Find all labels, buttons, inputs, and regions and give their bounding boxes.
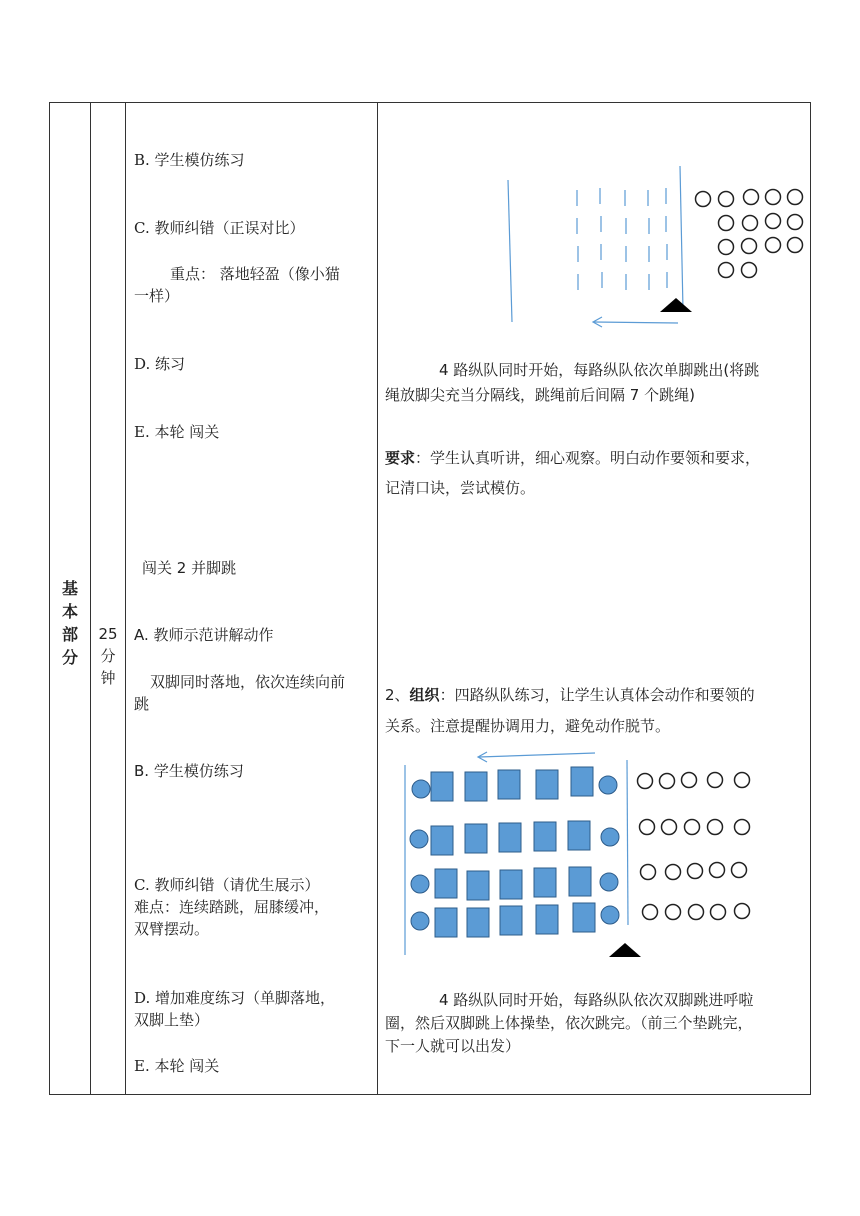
formation-description-2: 4 路纵队同时开始，每路纵队依次双脚跳进呼啦 圈，然后双脚跳上体操垫，依次跳完。（前三个垫跳完， 下一人就可以出发） <box>385 991 754 1055</box>
teacher-marker <box>660 298 692 312</box>
step-c1: C. 教师纠错（正误对比） <box>134 219 305 237</box>
formation-diagram-2 <box>395 745 770 965</box>
mats <box>431 767 595 937</box>
direction-arrow <box>594 322 678 323</box>
step-c2: C. 教师纠错（请优生展示） <box>134 876 320 894</box>
formation-description-1: 4 路纵队同时开始，每路纵队依次单脚跳出(将跳 绳放脚尖充当分隔线，跳绳前后间隔 7 个跳绳) <box>385 361 760 404</box>
duration: 25 分 钟 <box>98 625 118 687</box>
side-line <box>680 166 683 310</box>
rope-markers <box>577 188 667 290</box>
student-group <box>696 190 803 278</box>
side-line <box>627 760 628 925</box>
step-a2: A. 教师示范讲解动作 <box>134 626 274 644</box>
step-d1: D. 练习 <box>134 355 186 373</box>
teacher-marker <box>609 943 641 957</box>
step-e1: E. 本轮 闯关 <box>134 423 220 441</box>
focus-point-cont: 一样） <box>134 287 180 305</box>
column-divider <box>125 103 126 1094</box>
section-label: 基 本 部 分 <box>61 579 78 667</box>
c2-difficulty-cont: 双臂摆动。 <box>134 920 210 938</box>
step-b2: B. 学生模仿练习 <box>134 762 244 780</box>
step-e2: E. 本轮 闯关 <box>134 1057 220 1075</box>
c2-difficulty: 难点：连续踏跳，屈膝缓冲， <box>134 898 330 916</box>
a2-description: 双脚同时落地，依次连续向前 <box>150 673 346 691</box>
step-b1: B. 学生模仿练习 <box>134 151 245 169</box>
column-divider <box>377 103 378 1094</box>
step-d2-cont: 双脚上垫） <box>134 1011 210 1029</box>
a2-description-cont: 跳 <box>134 695 150 713</box>
student-group <box>638 773 750 920</box>
requirements: 要求：学生认真听讲，细心观察。明白动作要领和要求， 记清口诀，尝试模仿。 <box>385 449 761 497</box>
side-line <box>508 180 512 322</box>
step-d2: D. 增加难度练习（单脚落地， <box>134 989 336 1007</box>
organization: 2、组织：四路纵队练习，让学生认真体会动作和要领的 关系。注意提醒协调用力，避免动作脱节。 <box>385 686 755 735</box>
column-divider <box>90 103 91 1094</box>
direction-arrow <box>479 753 595 757</box>
focus-point: 重点： 落地轻盈（像小猫 <box>170 265 340 283</box>
formation-diagram-1 <box>490 160 820 335</box>
level-2-title: 闯关 2 并脚跳 <box>142 559 237 577</box>
